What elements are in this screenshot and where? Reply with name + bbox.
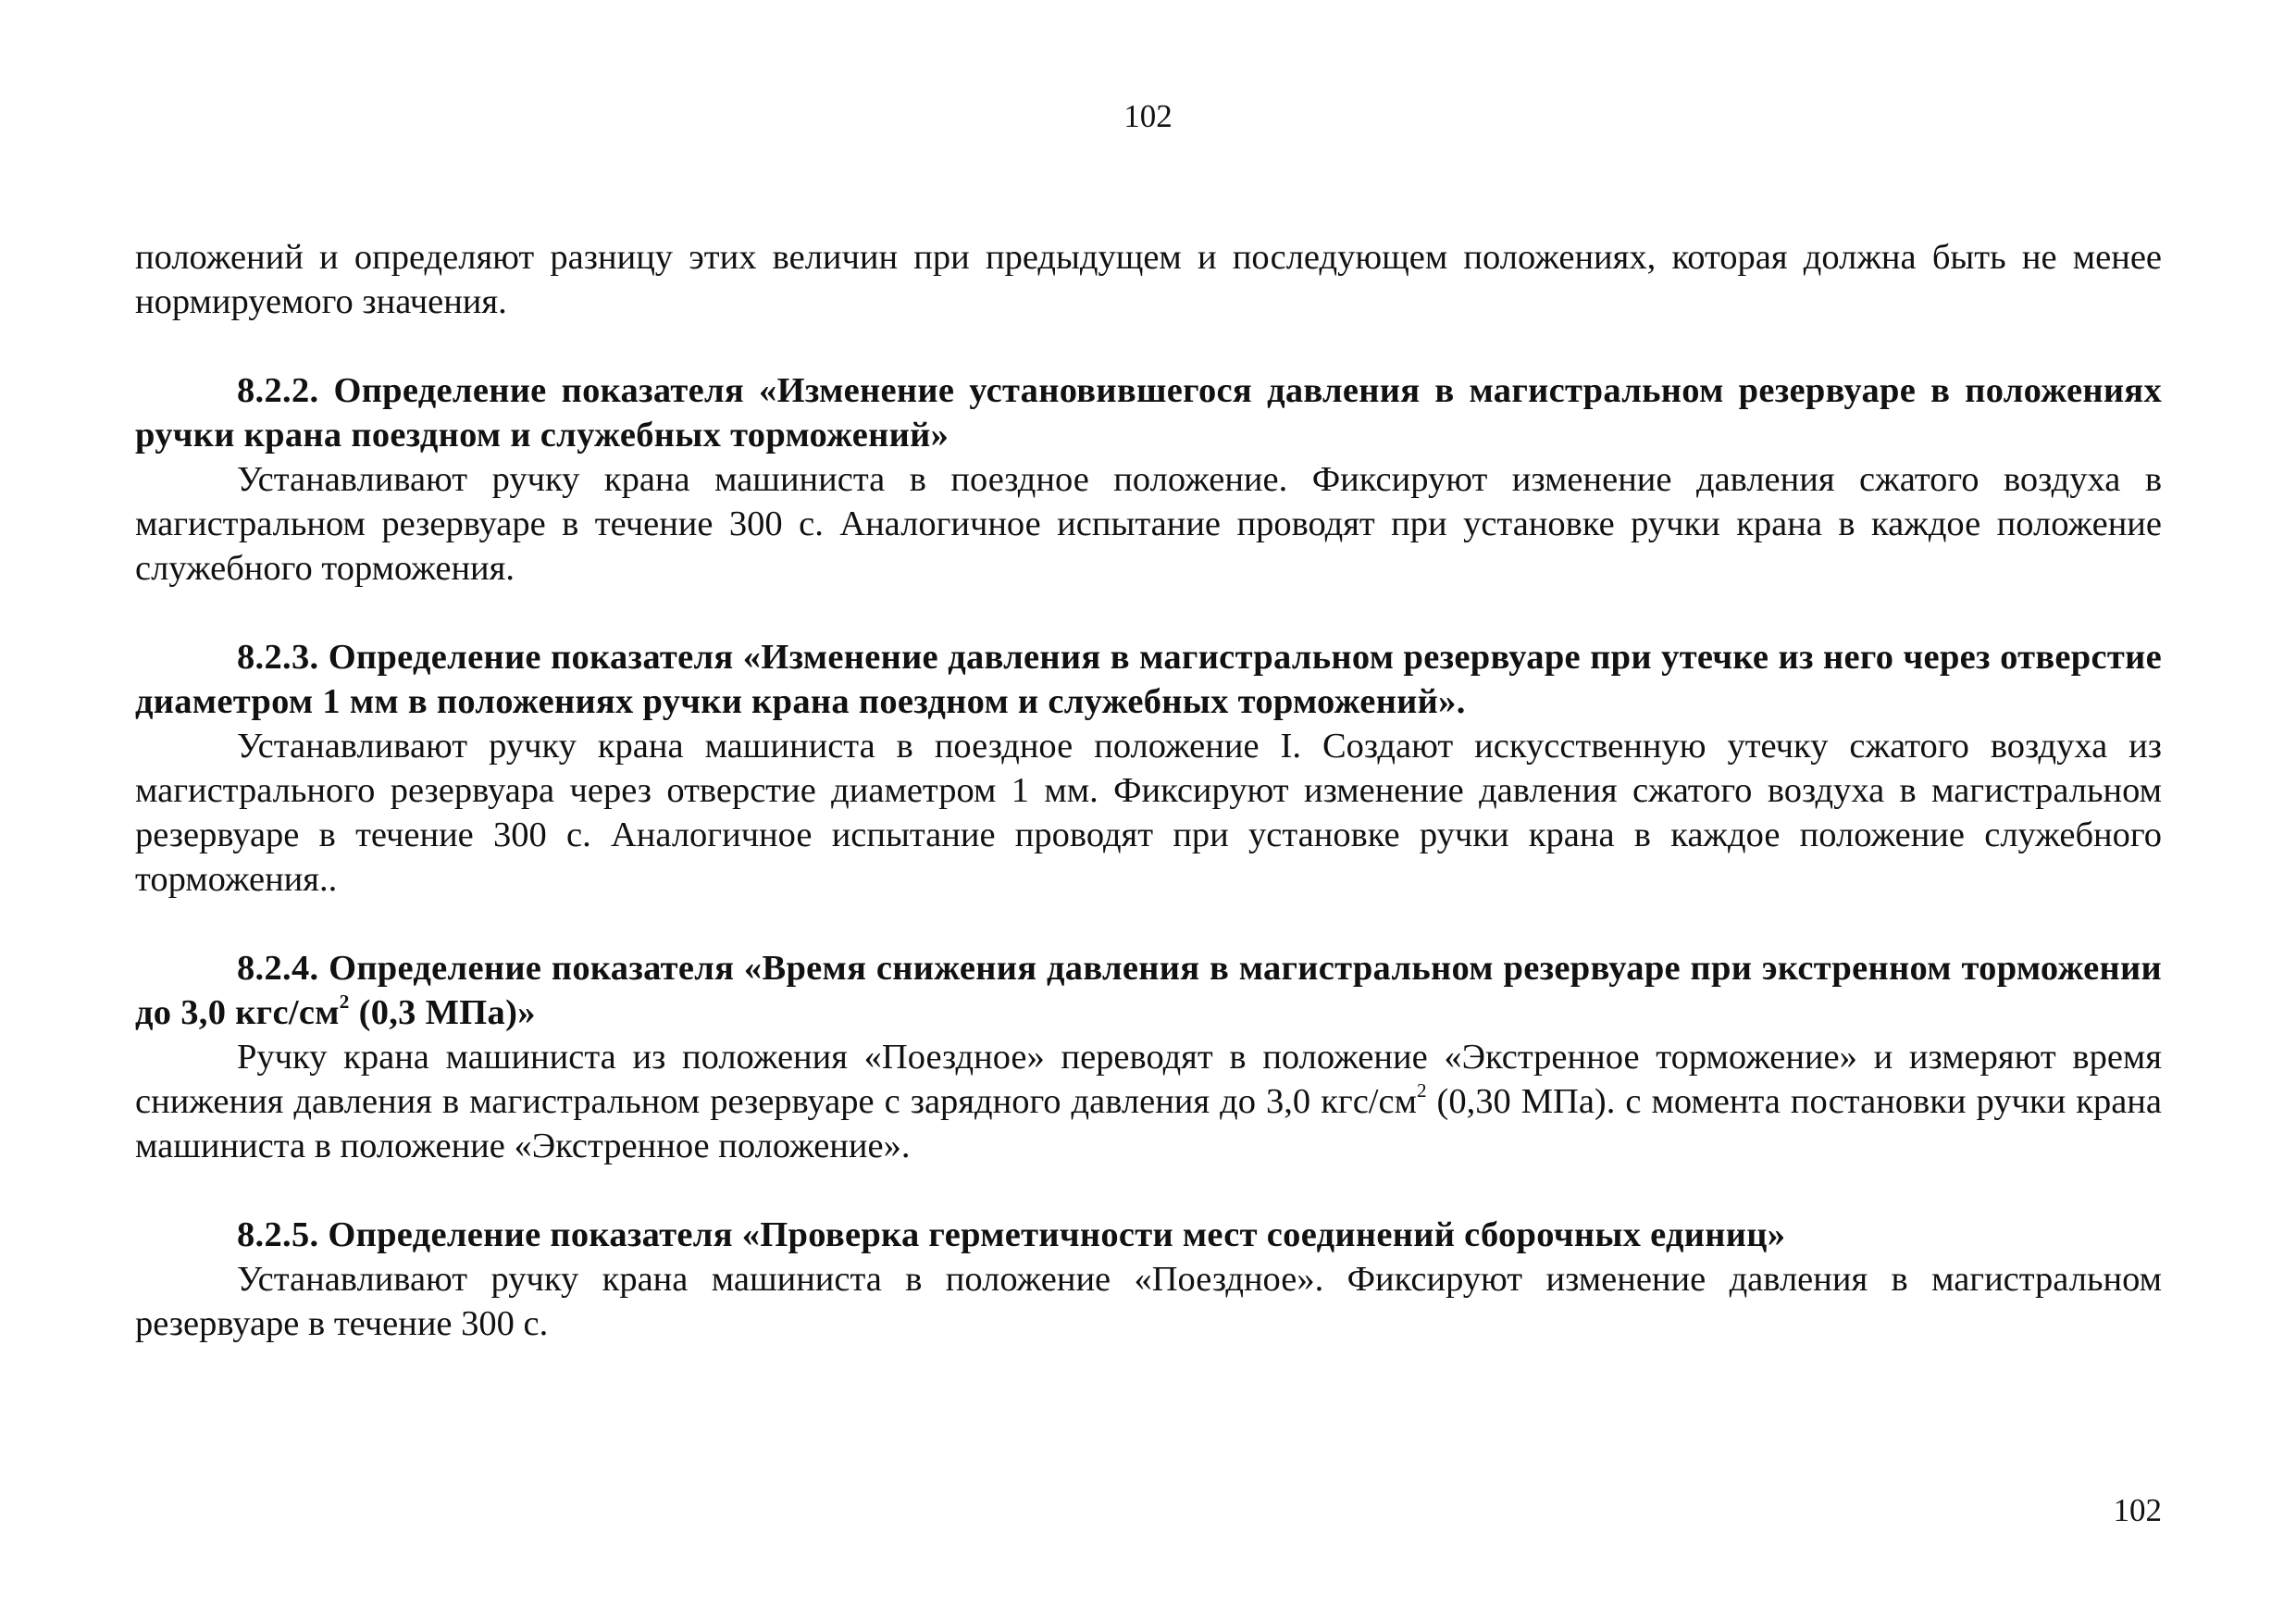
section-8-2-5 (135, 1213, 2162, 1346)
section-body: Устанавливают ручку крана машиниста в поездное положение. Фиксируют изменение давления сжатого воздуха в магистральном резервуаре в течение 300 с. Аналогичное испытание проводят при установке ручки крана в каждое положение служебного торможения. (135, 460, 2162, 588)
section-8-2-4 (135, 946, 2162, 1168)
section-8-2-3 (135, 635, 2162, 902)
heading-text-end: (0,3 МПа)» (349, 993, 536, 1032)
section-heading: 8.2.5. Определение показателя «Проверка герметичности мест соединений сборочных единиц» (237, 1215, 1786, 1254)
body-text: Ручку крана машиниста из положения «Поездное» переводят в положение «Экстренное торможение» и измеряют время снижения давления в магистральном резервуаре с зарядного давления до 3,0 кгс/см (135, 1038, 2162, 1121)
document-body (135, 235, 2162, 1346)
section-8-2-2 (135, 368, 2162, 591)
section-body (135, 1035, 2162, 1168)
page-number-bottom: 102 (2113, 1492, 2162, 1528)
superscript: 2 (339, 990, 350, 1014)
section-body: Устанавливают ручку крана машиниста в поездное положение I. Создают искусственную утечку сжатого воздуха из магистрального резервуара через отверстие диаметром 1 мм. Фиксируют изменение давления сжатого воздуха в магистральном резервуаре в течение 300 с. Аналогичное испытание проводят при установке ручки крана в каждое положение служебного торможения.. (135, 727, 2162, 899)
intro-paragraph: положений и определяют разницу этих величин при предыдущем и последующем положениях, которая должна быть не менее нормируемого значения. (135, 238, 2162, 321)
section-body: Устанавливают ручку крана машиниста в положение «Поездное». Фиксируют изменение давления в магистральном резервуаре в течение 300 с. (135, 1260, 2162, 1343)
section-heading: 8.2.2. Определение показателя «Изменение установившегося давления в магистральном резервуаре в положениях ручки крана поездном и служебных торможений» (135, 371, 2162, 455)
section-heading (135, 946, 2162, 1035)
section-heading: 8.2.3. Определение показателя «Изменение давления в магистральном резервуаре при утечке из него через отверстие диаметром 1 мм в положениях ручки крана поездном и служебных торможений». (135, 638, 2162, 721)
body-text-end: (0,30 МПа). с момента постановки ручки крана машиниста в положение «Экстренное положение». (135, 1082, 2162, 1165)
heading-text: 8.2.4. Определение показателя «Время снижения давления в магистральном резервуаре при экстренном торможении до 3,0 кгс/см (135, 949, 2162, 1032)
superscript: 2 (1416, 1079, 1427, 1102)
page-number-top: 102 (1123, 98, 1173, 134)
